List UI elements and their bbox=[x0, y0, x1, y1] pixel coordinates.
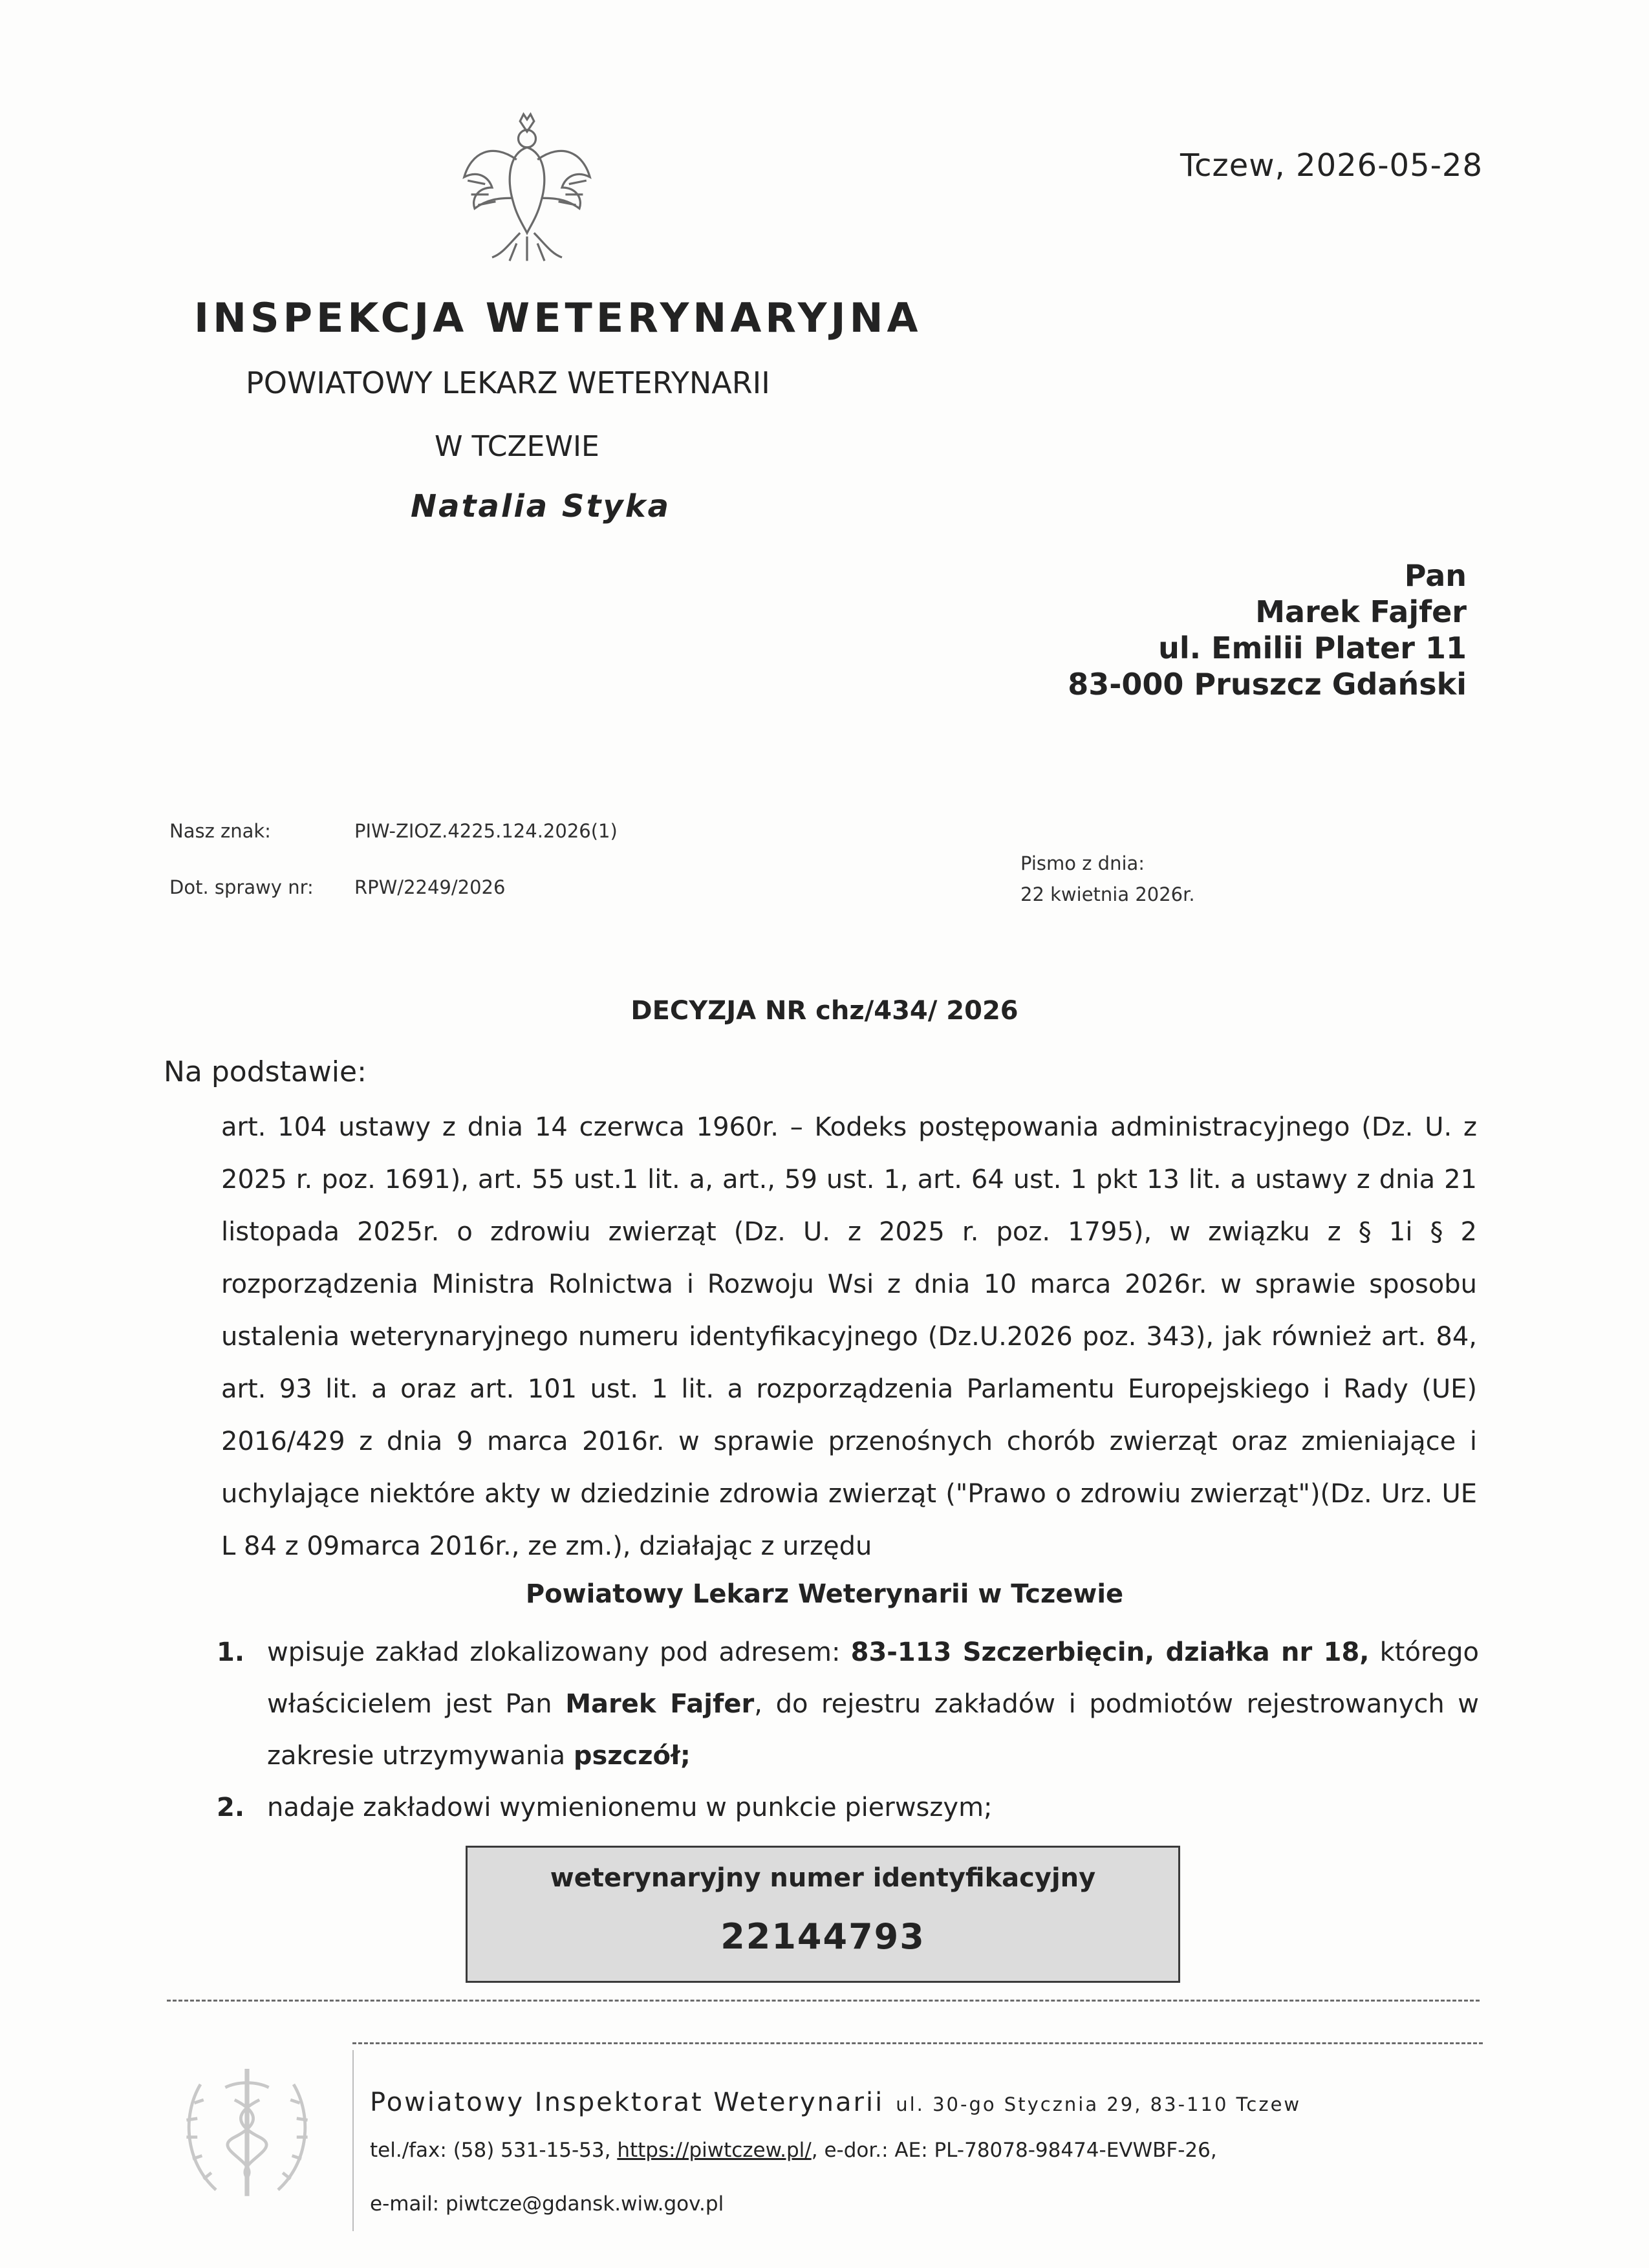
item-text: nadaje zakładowi wymienionemu w punkcie pierwszym; bbox=[267, 1793, 993, 1822]
official-name: Natalia Styka bbox=[411, 488, 671, 524]
footer-website-link[interactable]: https://piwtczew.pl/ bbox=[617, 2139, 812, 2162]
recipient-salutation: Pan bbox=[1404, 558, 1467, 593]
polish-eagle-emblem-icon bbox=[440, 100, 614, 275]
footer-office-address: ul. 30-go Stycznia 29, 83-110 Tczew bbox=[896, 2093, 1302, 2115]
footer-phone: tel./fax: (58) 531-15-53, bbox=[370, 2139, 618, 2162]
caduceus-logo-icon bbox=[169, 2053, 325, 2209]
footer-divider bbox=[352, 2042, 1483, 2044]
list-item bbox=[217, 1782, 1479, 1833]
species-kept: pszczół; bbox=[573, 1741, 691, 1771]
decision-title-text: DECYZJA NR chz/434/ 2026 bbox=[630, 996, 1018, 1026]
footer-office-name: Powiatowy Inspektorat Weterynarii bbox=[370, 2088, 885, 2117]
letter-date-value: 22 kwietnia 2026r. bbox=[1020, 883, 1195, 905]
legal-basis-text: art. 104 ustawy z dnia 14 czerwca 1960r. – Kodeks postępowania administracyjnego (Dz. U. z 2025 r. poz. 1691), art. 55 ust.1 lit. a, art., 59 ust. 1, art. 64 ust. 1 pkt 13 lit. a ustawy z dnia 21 listopada 2025r. o zdrowiu zwierząt (Dz. U. z 2025 r. poz. 1795), w związku z § 1i § 2 rozporządzenia Ministra Rolnictwa i Rozwoju Wsi z dnia 10 marca 2026r. w sprawie sposobu ustalenia weterynaryjnego numeru identyfikacyjnego (Dz.U.2026 poz. 343), jak również art. 84, art. 93 lit. a oraz art. 101 ust. 1 lit. a rozporządzenia Parlamentu Europejskiego i Rady (UE) 2016/429 z dnia 9 marca 2016r. w sprawie przenośnych chorób zwierząt oraz zmieniające i uchylające niektóre akty w dziedzinie zdrowia zwierząt ("Prawo o zdrowiu zwierząt")(Dz. Urz. UE L 84 z 09marca 2016r., ze zm.), działając z urzędu bbox=[221, 1112, 1477, 1561]
footer-contact bbox=[370, 2139, 1217, 2162]
facility-address: 83-113 Szczerbięcin, działka nr 18, bbox=[850, 1637, 1370, 1667]
case-number-label: Dot. sprawy nr: bbox=[169, 876, 314, 898]
our-ref-value: PIW-ZIOZ.4225.124.2026(1) bbox=[354, 820, 618, 842]
recipient-name: Marek Fajfer bbox=[1255, 594, 1467, 629]
item-text-part: wpisuje zakład zlokalizowany pod adresem: bbox=[267, 1637, 851, 1667]
footer-edor: , e-dor.: AE: PL-78078-98474-EVWBF-26, bbox=[811, 2139, 1217, 2162]
issuing-authority: Powiatowy Lekarz Weterynarii w Tczewie bbox=[525, 1579, 1124, 1609]
city-heading: W TCZEWIE bbox=[435, 430, 599, 463]
recipient-street: ul. Emilii Plater 11 bbox=[1158, 631, 1467, 665]
item-text-part: którego właścicielem jest Pan bbox=[267, 1637, 1480, 1719]
recipient-postal-city: 83-000 Pruszcz Gdański bbox=[1068, 667, 1467, 702]
identification-number-value: 22144793 bbox=[720, 1916, 925, 1957]
identification-number-box bbox=[466, 1846, 1180, 1983]
identification-number-label: weterynaryjny numer identyfikacyjny bbox=[550, 1863, 1096, 1893]
item-text bbox=[267, 1626, 1479, 1782]
case-number-value: RPW/2249/2026 bbox=[354, 876, 506, 898]
footer-divider bbox=[167, 2000, 1480, 2002]
item-text-part: , do rejestru zakładów i podmiotów rejestrowanych w zakresie utrzymywania bbox=[267, 1689, 1480, 1771]
list-item bbox=[217, 1626, 1479, 1782]
owner-name: Marek Fajfer bbox=[565, 1689, 755, 1719]
item-number: 1. bbox=[217, 1637, 245, 1667]
footer-email: e-mail: piwtcze@gdansk.wiw.gov.pl bbox=[370, 2192, 724, 2216]
decision-items bbox=[217, 1626, 1479, 1833]
office-heading: POWIATOWY LEKARZ WETERYNARII bbox=[246, 365, 770, 400]
institution-heading: INSPEKCJA WETERYNARYJNA bbox=[194, 294, 922, 341]
footer-vertical-divider bbox=[352, 2050, 354, 2231]
decision-title bbox=[0, 996, 1649, 1026]
document-date: Tczew, 2026-05-28 bbox=[1180, 147, 1483, 184]
legal-basis-label: Na podstawie: bbox=[164, 1055, 367, 1088]
item-number: 2. bbox=[217, 1793, 245, 1822]
recipient-address bbox=[1068, 557, 1467, 702]
letter-date-label: Pismo z dnia: bbox=[1020, 852, 1145, 874]
footer-office bbox=[370, 2088, 1301, 2117]
our-ref-label: Nasz znak: bbox=[169, 820, 271, 842]
